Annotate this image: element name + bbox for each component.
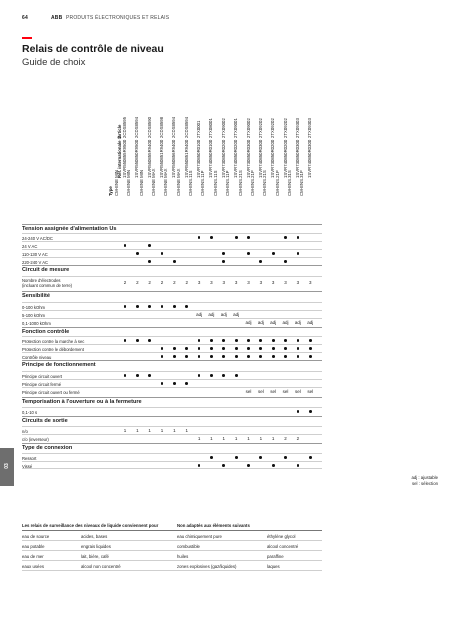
row-0-100kohm: 0-100 kOhm <box>22 302 322 310</box>
row-open-circuit: Principe circuit ouvert <box>22 371 322 379</box>
cell-value: adj <box>257 319 264 325</box>
check-mark <box>185 382 188 385</box>
check-mark <box>272 339 275 342</box>
row-delay-range: 0,1-10 s <box>22 407 322 415</box>
cell-value: 3 <box>284 279 287 285</box>
check-mark <box>148 305 151 308</box>
check-mark <box>297 236 300 239</box>
check-mark <box>309 347 312 350</box>
row-220-240vac: 220-240 V AC <box>22 257 322 265</box>
cell-value: adj <box>294 319 301 325</box>
cell-value: 3 <box>197 279 201 285</box>
cell-value: 2 <box>160 279 164 285</box>
check-mark <box>272 252 275 255</box>
cell-value: 3 <box>296 279 300 285</box>
check-mark <box>136 374 139 377</box>
cell-value: 1 <box>247 435 250 441</box>
check-mark <box>284 260 287 263</box>
check-mark <box>136 252 139 255</box>
page-title: Relais de contrôle de niveau <box>22 43 164 55</box>
check-mark <box>272 464 275 467</box>
brand-name: ABB <box>51 15 63 21</box>
check-mark <box>284 347 287 350</box>
check-mark <box>173 355 176 358</box>
table-row: eau de source acides, bases eau chimiquement pure éthylène glycol <box>22 531 322 541</box>
check-mark <box>297 464 300 467</box>
check-mark <box>235 236 238 239</box>
section-output-circuits: Circuits de sortie <box>22 416 322 425</box>
check-mark <box>210 347 213 350</box>
check-mark <box>247 355 250 358</box>
check-mark <box>309 410 312 413</box>
check-mark <box>210 374 213 377</box>
check-mark <box>222 347 225 350</box>
check-mark <box>222 374 225 377</box>
check-mark <box>297 410 300 413</box>
check-mark <box>297 355 300 358</box>
title-accent-bar <box>22 37 32 39</box>
table-row: eau de mer lait, bière, café huiles paraffine <box>22 551 322 561</box>
check-mark <box>136 339 139 342</box>
check-mark <box>247 339 250 342</box>
section-measuring-circuit: Circuit de mesure <box>22 265 322 274</box>
row-0-1-1000kohm: 0,1-1000 kOhm <box>22 318 322 326</box>
row-spring: Ressort <box>22 453 322 461</box>
cell-value: 1 <box>234 435 238 441</box>
cell-value: 1 <box>123 427 127 433</box>
check-mark <box>247 236 250 239</box>
check-mark <box>235 347 238 350</box>
chapter-side-tab <box>0 448 14 486</box>
check-mark <box>235 355 238 358</box>
row-closed-circuit: Principe circuit fermé <box>22 379 322 387</box>
check-mark <box>148 244 151 247</box>
cell-value: 2 <box>296 435 300 441</box>
row-overflow: Protection contre le débordement <box>22 344 322 352</box>
legend <box>318 475 438 486</box>
check-mark <box>210 456 213 459</box>
cell-value: 2 <box>136 279 139 285</box>
row-24vac: 24 V AC <box>22 241 322 249</box>
check-mark <box>297 347 300 350</box>
header-unsuitable: Non adaptés aux éléments suivants <box>177 523 250 528</box>
section-control-function: Fonction contrôle <box>22 327 322 336</box>
cell-value: 1 <box>185 427 188 433</box>
cell-value: adj <box>307 319 314 325</box>
row-24-240vacdc: 24-240 V AC/DC <box>22 233 322 241</box>
check-mark <box>185 347 188 350</box>
cell-value: 3 <box>259 279 263 285</box>
suitability-table-header <box>22 523 322 531</box>
table-row: eaux usées alcool non concentré zones explosives (gaz/liquides) laques <box>22 561 322 571</box>
check-mark <box>309 355 312 358</box>
row-co: c/o (inverseur) <box>22 434 322 442</box>
section-connection-type: Type de connexion <box>22 443 322 452</box>
cell-value: 2 <box>173 279 176 285</box>
cell-value: 1 <box>136 427 139 433</box>
cell-value: 3 <box>247 279 250 285</box>
cell-value: adj <box>270 319 277 325</box>
check-mark <box>185 305 188 308</box>
check-mark <box>309 339 312 342</box>
check-mark <box>173 347 176 350</box>
check-mark <box>148 339 151 342</box>
check-mark <box>247 464 250 467</box>
check-mark <box>222 355 225 358</box>
section-name: PRODUITS ÉLECTRONIQUES ET RELAIS <box>66 15 170 21</box>
cell-value: adj <box>196 311 203 317</box>
row-110-130vac: 110-130 V AC <box>22 249 322 257</box>
cell-value: 3 <box>234 279 238 285</box>
check-mark <box>247 252 250 255</box>
cell-value: sel <box>282 388 289 394</box>
row-level-control: Contrôle niveau <box>22 352 322 360</box>
check-mark <box>222 260 225 263</box>
cell-value: 1 <box>173 427 176 433</box>
check-mark <box>284 236 287 239</box>
check-mark <box>284 339 287 342</box>
check-mark <box>136 305 139 308</box>
check-mark <box>222 339 225 342</box>
cell-value: adj <box>233 311 240 317</box>
check-mark <box>173 305 176 308</box>
row-screw: Vissé <box>22 461 322 469</box>
cell-value: 2 <box>185 279 188 285</box>
row-dry-run: Protection contre la marche à sec <box>22 336 322 344</box>
page-subtitle: Guide de choix <box>22 57 86 68</box>
check-mark <box>210 355 213 358</box>
check-mark <box>185 355 188 358</box>
cell-value: sel <box>245 388 252 394</box>
table-row: eau potable engrais liquides combustible alcool concentré <box>22 541 322 551</box>
cell-value: 1 <box>160 427 164 433</box>
legend-adj: adj : ajustable <box>411 475 438 480</box>
cell-value: adj <box>282 319 289 325</box>
check-mark <box>210 339 213 342</box>
check-mark <box>284 355 287 358</box>
chapter-number: 03 <box>3 463 10 469</box>
cell-value: 1 <box>259 435 263 441</box>
check-mark <box>210 236 213 239</box>
cell-value: 1 <box>197 435 201 441</box>
check-mark <box>235 339 238 342</box>
check-mark <box>247 347 250 350</box>
cell-value: 1 <box>222 435 226 441</box>
cell-value: 3 <box>308 279 312 285</box>
suitability-table <box>22 523 322 571</box>
cell-value: adj <box>245 319 252 325</box>
cell-value: 1 <box>148 427 151 433</box>
row-open-or-closed: Principe circuit ouvert ou fermé <box>22 387 322 395</box>
check-mark <box>297 339 300 342</box>
check-mark <box>297 252 300 255</box>
page-header <box>22 15 170 21</box>
check-mark <box>235 374 238 377</box>
cell-value: 3 <box>210 279 213 285</box>
section-sensitivity: Sensibilité <box>22 291 322 300</box>
cell-value: 2 <box>148 279 151 285</box>
check-mark <box>235 456 238 459</box>
row-5-100kohm: 5-100 kOhm <box>22 310 322 318</box>
check-mark <box>222 252 225 255</box>
cell-value: sel <box>257 388 264 394</box>
cell-value: sel <box>295 388 301 394</box>
check-mark <box>284 456 287 459</box>
section-supply-voltage: Tension assignée d'alimentation Us <box>22 224 322 233</box>
cell-value: adj <box>220 311 227 317</box>
section-operating-principle: Principe de fonctionnement <box>22 360 322 369</box>
cell-value: 3 <box>271 279 275 285</box>
cell-value: 2 <box>284 435 287 441</box>
cell-value: 3 <box>222 279 226 285</box>
row-electrodes: Nombre d'électrodes (incluant commun de terre) <box>22 276 322 290</box>
section-time-delay: Temporisation à l'ouverture ou à la fermeture <box>22 397 322 406</box>
cell-value: 1 <box>271 435 275 441</box>
check-mark <box>272 347 275 350</box>
check-mark <box>148 374 151 377</box>
legend-sel: sel : sélection <box>411 480 438 486</box>
cell-value: sel <box>307 388 314 394</box>
cell-value: 1 <box>210 435 213 441</box>
check-mark <box>173 260 176 263</box>
check-mark <box>222 464 225 467</box>
row-no: n/o <box>22 426 322 434</box>
check-mark <box>309 456 312 459</box>
page-number: 64 <box>22 15 28 21</box>
cell-value: 2 <box>123 279 127 285</box>
check-mark <box>148 260 151 263</box>
header-suitable: Les relais de surveillance des niveaux de liquide conviennent pour <box>22 523 159 528</box>
check-mark <box>272 355 275 358</box>
check-mark <box>173 382 176 385</box>
cell-value: sel <box>270 388 277 394</box>
cell-value: adj <box>208 311 215 317</box>
